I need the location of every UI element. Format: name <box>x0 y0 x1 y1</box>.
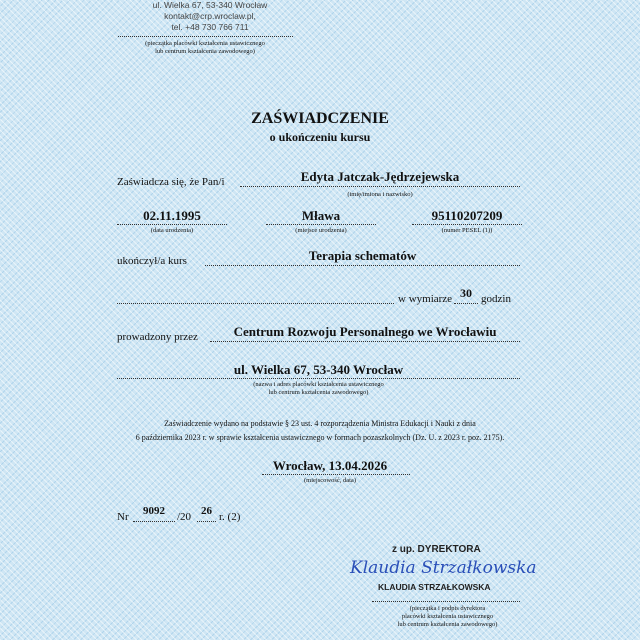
number-line <box>133 521 175 522</box>
caption-line: lub centrum kształcenia zawodowego) <box>268 389 369 396</box>
place-date-line <box>262 474 410 475</box>
institution-stamp <box>100 0 320 33</box>
number-prefix: Nr <box>117 511 129 523</box>
course-name: Terapia schematów <box>308 248 417 263</box>
caption-line: (pieczątka i podpis dyrektora <box>409 605 486 612</box>
year-line <box>197 521 216 522</box>
organizer-address: ul. Wielka 67, 53-340 Wrocław <box>233 362 404 377</box>
place-date-caption: (miejscowość, data) <box>304 477 356 484</box>
signature-line <box>372 601 520 602</box>
signature-caption <box>365 605 530 629</box>
signatory-name: KLAUDIA STRZAŁKOWSKA <box>378 582 491 592</box>
hours-unit: godzin <box>481 293 511 305</box>
person-label: Zaświadcza się, że Pan/i <box>117 176 225 188</box>
organizer-caption <box>117 381 520 397</box>
pesel-caption: (numer PESEL (1)) <box>441 227 493 234</box>
number-value: 9092 <box>143 505 165 517</box>
stamp-address: ul. Wielka 67, 53-340 Wrocław <box>152 0 268 10</box>
page-subtitle: o ukończeniu kursu <box>269 130 371 144</box>
pesel-line <box>412 224 522 225</box>
birth-place-line <box>266 224 376 225</box>
birth-date-line <box>117 224 227 225</box>
organizer-address-line <box>117 378 520 379</box>
stamp-phone: tel. +48 730 766 711 <box>171 22 249 32</box>
caption-line: lub centrum kształcenia zawodowego) <box>397 621 498 628</box>
page-title: ZAŚWIADCZENIE <box>251 110 389 127</box>
stamp-email: kontakt@crp.wroclaw.pl, <box>164 11 256 21</box>
organizer-label: prowadzony przez <box>117 331 198 343</box>
hours-line <box>454 303 478 304</box>
course-label: ukończył/a kurs <box>117 255 187 267</box>
number-mid: /20 <box>177 511 192 523</box>
caption-line: (pieczątka placówki kształcenia ustawicznego <box>145 40 265 47</box>
birth-place-caption: (miejsce urodzenia) <box>295 227 347 234</box>
stamp-line <box>118 36 293 37</box>
pesel: 95110207209 <box>431 208 503 223</box>
place-date: Wrocław, 13.04.2026 <box>272 458 388 473</box>
organizer-name: Centrum Rozwoju Personalnego we Wrocławiu <box>233 324 497 339</box>
legal-line: Zaświadczenie wydano na podstawie § 23 ust. 4 rozporządzenia Ministra Edukacji i Nauki z dnia <box>164 419 476 428</box>
course-line-2 <box>117 303 394 304</box>
caption-line: (nazwa i adres placówki kształcenia ustawicznego <box>253 381 384 388</box>
caption-line: placówki kształcenia ustawicznego <box>401 613 494 620</box>
handwritten-signature: Klaudia Strzałkowska <box>350 558 537 578</box>
organizer-line <box>210 341 520 342</box>
hours-label: w wymiarze <box>398 293 453 305</box>
person-name: Edyta Jatczak-Jędrzejewska <box>300 169 460 184</box>
number-year: 26 <box>201 505 212 517</box>
birth-place: Mława <box>301 208 341 223</box>
course-line <box>205 265 520 266</box>
name-line <box>240 186 520 187</box>
legal-line: 6 października 2023 r. w sprawie kształcenia ustawicznego w formach pozaszkolnych (Dz. U. z 2023 r. poz. 2175). <box>135 433 505 442</box>
birth-date: 02.11.1995 <box>143 208 201 223</box>
caption-line: lub centrum kształcenia zawodowego) <box>155 48 255 55</box>
hours-value: 30 <box>460 286 472 300</box>
stamp-caption <box>100 40 310 56</box>
signature-title: z up. DYREKTORA <box>392 544 481 555</box>
legal-basis <box>0 417 640 445</box>
name-caption: (imię/imiona i nazwisko) <box>347 191 413 198</box>
birth-date-caption: (data urodzenia) <box>150 227 194 234</box>
number-suffix: r. (2) <box>219 511 241 523</box>
